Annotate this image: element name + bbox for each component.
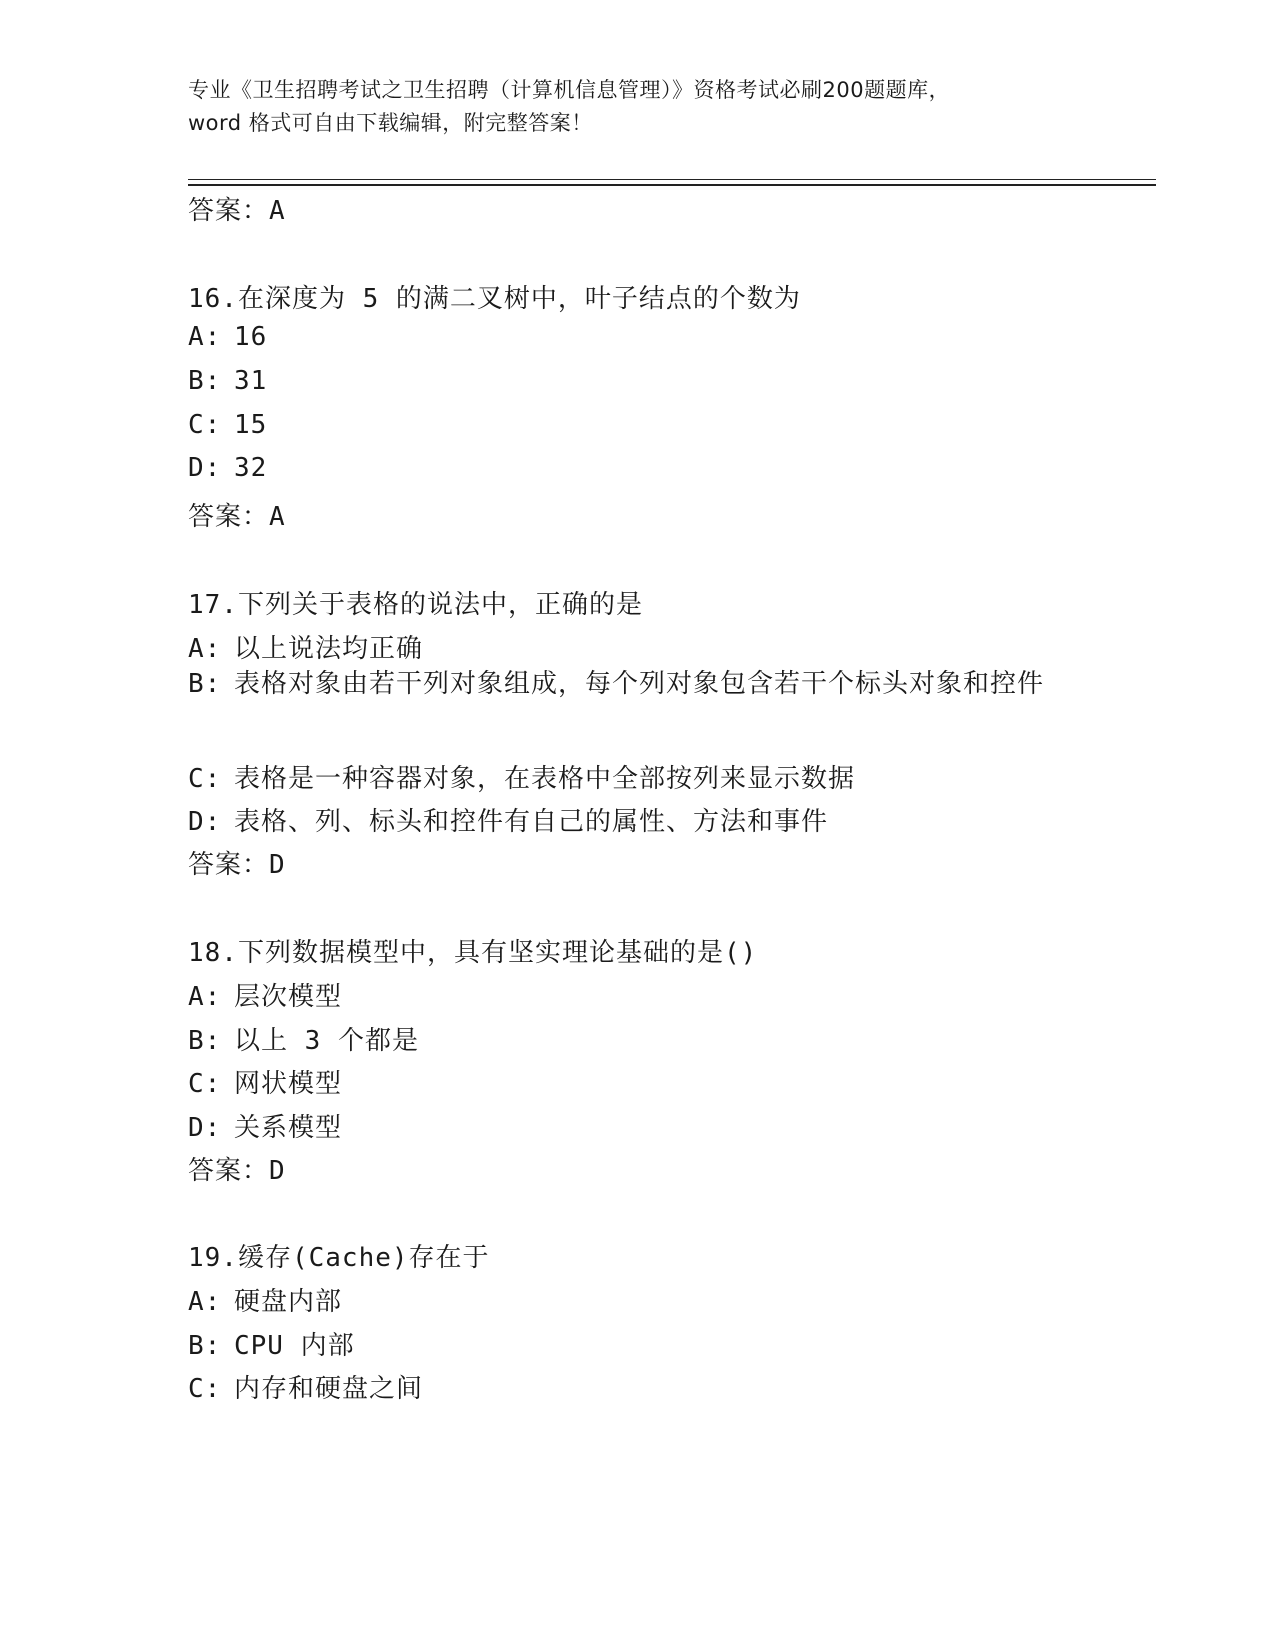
- option-letter: A:: [188, 1287, 222, 1317]
- option-letter: A:: [188, 634, 222, 664]
- option-letter: D:: [188, 807, 222, 837]
- option-b: [188, 366, 267, 396]
- option-letter: C:: [188, 410, 222, 440]
- option-letter: B:: [188, 1026, 222, 1056]
- option-text: 以上说法均正确: [234, 634, 424, 664]
- option-letter: A:: [188, 982, 222, 1012]
- answer-line: [188, 1150, 286, 1187]
- option-d: [188, 1107, 342, 1144]
- answer-label: 答案：: [188, 1156, 270, 1186]
- option-a: [188, 976, 342, 1013]
- option-letter: A:: [188, 322, 222, 352]
- option-text: 以上 3 个都是: [234, 1026, 419, 1056]
- answer-line: [188, 190, 286, 227]
- option-text: 表格、列、标头和控件有自己的属性、方法和事件: [234, 807, 829, 837]
- question-title: 19.缓存(Cache)存在于: [188, 1243, 490, 1273]
- answer-label: 答案：: [188, 850, 270, 880]
- option-letter: C:: [188, 1069, 222, 1099]
- answer-line: [188, 496, 286, 533]
- option-b: [188, 1325, 355, 1362]
- option-text: 网状模型: [234, 1069, 343, 1099]
- option-letter: C:: [188, 764, 222, 794]
- option-d: [188, 801, 828, 838]
- header-line-1: 专业《卫生招聘考试之卫生招聘（计算机信息管理）》资格考试必刷200题题库，: [188, 78, 951, 102]
- option-c: [188, 410, 267, 440]
- option-letter: B:: [188, 366, 222, 396]
- option-text: 31: [234, 366, 268, 396]
- option-c: [188, 758, 855, 795]
- header-rule-thick: [188, 184, 1156, 186]
- option-letter: D:: [188, 1113, 222, 1143]
- option-a: [188, 1281, 342, 1318]
- option-a: [188, 628, 423, 665]
- option-c: [188, 1368, 423, 1405]
- option-text: CPU 内部: [234, 1331, 355, 1361]
- question-title: 17.下列关于表格的说法中，正确的是: [188, 590, 643, 620]
- answer-label: 答案：: [188, 196, 270, 226]
- option-d: [188, 453, 267, 483]
- option-b: [188, 662, 1068, 706]
- header-line-2: word 格式可自由下载编辑，附完整答案！: [188, 111, 593, 135]
- option-b: [188, 1020, 419, 1057]
- document-header: [188, 74, 1088, 140]
- answer-value: D: [269, 850, 286, 880]
- option-text: 16: [234, 322, 268, 352]
- header-rule-thin: [188, 179, 1156, 180]
- answer-line: [188, 844, 286, 881]
- question-title: 16.在深度为 5 的满二叉树中，叶子结点的个数为: [188, 284, 801, 314]
- option-text: 32: [234, 453, 268, 483]
- option-letter: C:: [188, 1374, 222, 1404]
- option-letter: B:: [188, 669, 222, 699]
- option-text: 表格是一种容器对象，在表格中全部按列来显示数据: [234, 764, 856, 794]
- option-text: 表格对象由若干列对象组成，每个列对象包含若干个标头对象和控件: [234, 669, 1045, 699]
- answer-value: A: [269, 196, 286, 226]
- option-a: [188, 322, 267, 352]
- option-text: 内存和硬盘之间: [234, 1374, 424, 1404]
- option-text: 硬盘内部: [234, 1287, 343, 1317]
- option-c: [188, 1063, 342, 1100]
- option-letter: B:: [188, 1331, 222, 1361]
- answer-value: A: [269, 502, 286, 532]
- option-letter: D:: [188, 453, 222, 483]
- answer-label: 答案：: [188, 502, 270, 532]
- answer-value: D: [269, 1156, 286, 1186]
- option-text: 层次模型: [234, 982, 343, 1012]
- option-text: 关系模型: [234, 1113, 343, 1143]
- question-title: 18.下列数据模型中，具有坚实理论基础的是(): [188, 938, 758, 968]
- option-text: 15: [234, 410, 268, 440]
